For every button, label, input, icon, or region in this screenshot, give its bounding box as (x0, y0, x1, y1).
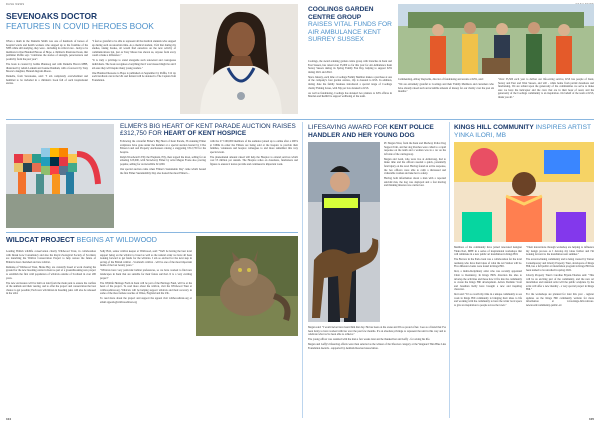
paragraph: Ralph Woodward's Elly the Elephant, Elly, then topped the most, selling for an amazing £23,000, with Strawberry Elmer by artist Megan Evans also proving popular, selling for an incredible £21,000. (120, 155, 206, 166)
column-divider (302, 122, 303, 418)
paragraph: One Hundred Reasons to Hope is published on September by Puffin, £12 rrp each hardback can in the UK and Ireland will be donated to The Captain Tom Foundation. (92, 71, 176, 82)
paragraph: The Borrow in the Park event was a collaboration for the local residents who have their ideas of what the Art Station will be. Five different events were found in Kings Hill. (454, 258, 522, 269)
paragraph: Our special auction came when 'Elmer's Sustainable Day' came which hosted the first Elmer Sustainability Day also hosted the most Elmer's... (120, 167, 206, 175)
coolings-team-photo (398, 4, 594, 74)
lifesaving-intro-column (384, 142, 446, 189)
doctor-photo (180, 4, 298, 114)
lifesaving-headline (308, 124, 446, 139)
paragraph: The award-winning community and is being created by Turner Contemporary and Liberty Property Trust, developers of Kings Hill, has a full public art installation program in Kings Hill has been named to be unveiled in spring 2022. (526, 258, 594, 272)
paragraph: For the workshops are planned for later this year - register updates on the Kings Hill community website for more information at www.kings-hill.com/our-newsroom/community-public-art (526, 293, 594, 308)
coolings-column-2 (398, 78, 494, 95)
kings-hill-headline (454, 124, 594, 139)
sevenoaks-column-1 (6, 40, 88, 87)
paragraph: Members of the community have joined renowned designer Yinka Ilori, MBE in a series of inspirational workshops that will culminate in a new public art installation in Kings Hill. (454, 246, 522, 257)
elmers-title-a: ELMER'S BIG HEART OF KENT PARADE AUCTION RAISES £312,750 FOR (120, 123, 296, 138)
kings-hill-column-2 (526, 246, 594, 309)
sevenoaks-headline (6, 12, 186, 31)
paragraph: "It is truly a privilege to stand alongside such renowned and courageous individuals. The book recognises everything that I was blessed might be and I am sure they will inspire many young readers." (92, 59, 176, 70)
paragraph: Since January, each time a Coolings Family Member makes a purchase at one of the company's four garden centres, 10p is donated to KSS. In addition, during June the family business introduced a special range of Coolings charity Fishing boxes, with 50p per box donated to KSS. (308, 75, 392, 90)
paragraph: Ilori said: "It's so worth my time in a unique community to see work in Kings Hill community is bringing their ideas to life and working with the community to have the wider local space to give an inspiration to people across the town." (454, 293, 522, 308)
elmers-column-2 (210, 140, 298, 168)
coolings-column-3 (498, 78, 594, 101)
kings-hill-title-bold: KINGS HILL COMMUNITY (454, 124, 534, 131)
paragraph: Megan and Gaffy's lifesaving efforts were then selected as the winner of the lifesaver category at the Vanguard Thin Blue Line Foundation Awards - supported by Animals Rescued Association. (308, 343, 446, 350)
elmer-sculpture-photo (6, 124, 114, 228)
sevenoaks-column-2 (92, 40, 176, 84)
paragraph: PC Megan West, from the Kent and Medway Police Dog Support Unit, and her dog Peaches were called to a rapid response on the tenth and a woman was in a car on the left side of the carriageway. (384, 142, 446, 156)
wildcat-title-b: BEGINS AT WILDWOOD (76, 235, 157, 244)
elmers-title-b: HEART OF KENT HOSPICE (163, 130, 247, 138)
page-number-right: 105 (588, 417, 594, 421)
paragraph: "I feel so grateful to be able to represent all the medical students who stepped up during such an uncertain time. As a medical student, I felt that during my studies, taking breaks, all would find ourselves on the new activity of communications but, just as Tony Moore has shown us, anyone from every could a make a difference." (92, 40, 176, 58)
column-divider (449, 122, 450, 418)
paragraph: Commenting, Abbey Reynolds, director of fundraising and events at KSS, said: (398, 78, 484, 81)
paragraph: The Wildlife Heritage Farm in Kent will be part of the Heritage Fund, will be at the heart of the project. To read more about the wildcat, visit the Wildwood Trust at wildwoodtrust.org. Wildcats will be helping support wildcats and their recovery in some of the most remote reaches of Wales, England and the UK. (100, 281, 192, 296)
paragraph: Megan and Leah, who were two at Armstrong, had to make time and the officers needed a quick, potentially fatal injury on the road. Having found an active response, the two officers were able to calm a distressed and vulnerable woman and take her to safety. (384, 157, 446, 176)
sevenoaks-title-light: FEATURES IN COVID HEROES BOOK (6, 20, 154, 31)
wildcat-photo (196, 236, 298, 336)
paragraph: "Wildcats have very particular habitat preferences, so we have worked to find new landscapes in Kent that are suitable for their future survival. It is a very exciting project" (100, 269, 192, 280)
coolings-title-light: RAISES VITAL FUNDS FOR AIR AMBULANCE KENT SURREY SUSSEX (308, 21, 392, 44)
paragraph: When a mum in the Danielle Smith was one of hundreds of heroes of hospital wards and health workers who stepped up to the frontline of the NHS while still studying, they were - including its critical care - lucky to be members in One Hundred Heroes of Hope, a children's illustrated book, that publisher Puffin says "celebrates the stories of strength, perseverance and positivity from the past year". (6, 40, 88, 61)
page-header-left: DASH NEWS (6, 3, 25, 6)
elmers-headline (120, 123, 300, 138)
wildcat-headline (6, 236, 206, 244)
coolings-headline (308, 6, 394, 44)
paragraph: "We are extremely grateful to Coolings and their Family Members and customers who have already raised such an incredible amount of money for our charity over the past six months." (398, 82, 494, 94)
wildcat-title-a: WILDCAT PROJECT (6, 235, 77, 244)
section-divider (6, 119, 594, 120)
paragraph: with the 27 £190,000 members of the audience joined up to online after a 200% at £269k in order the Elmers are being sold at the hospice to provide their families, volunteers and hospice colleagues to and more remember this very special event. (210, 140, 298, 154)
paragraph: Megan said: "I would never have heard him that day. He has been on the scene and I'm so proud of her. I see as a friend that I've been lucky to have worked with her over the past few months. It's an absolute privilege to represent the unit in this way and to celebrate what we've been able to achieve." (308, 326, 446, 337)
paragraph: To read more about the project and support the appeal visit wildwoodtrust.org or email appeals@wildwoodtrust.org (100, 297, 192, 304)
paragraph: "Over £5,500 each year to deliver our life-saving service, KSS has people of Kent, Surrey and East and West Sussex, and will - while home from partial donations and fundraising. We are reliant upon the generosity of the communities we serve to make sure we have the helicopter and the crew that are in their hour of need, and the generosity of the Coolings community is an inspiration. On behalf of the team at KSS, thank you all." (498, 78, 594, 99)
kings-hill-title-light: INSPIRES ARTIST YINKA ILORI, MB (454, 124, 591, 139)
paragraph: Ilori, a multi-disciplinary artist who was recently appointed Chair to Residency, In Kings Hill's direction the idea to develop the activities and these how it fits into the community to create the Kings Hill development. Artists Dominic Scott and Jonathan Kelly have brought a new and inspiring character. (454, 270, 522, 292)
kings-hill-column-1 (454, 246, 522, 309)
section-divider (6, 232, 298, 233)
paragraph: The phenomenal amount raised will help the Hospice to extend services which cost £3 million per annum. The Hospice relies on donations, fundraisers and figures to ensure it leaves provide and continues its important work. (210, 155, 298, 166)
paragraph: Leading British wildlife conservation charity Wildwood Trust, in collaboration with Derek Gow Consultancy and also the Royal Zoological Society of Scotland, are launching the Wildcat Conservation Project to help restore the future of Britain's most cherished and rare wildcat. (6, 250, 96, 264)
paragraph: The young officer was reunited with the man a few weeks later and he thanked her and Gaffy - for saving his life. (308, 338, 431, 342)
wildcat-column-2 (100, 250, 192, 306)
lifesaving-full-width-text (308, 326, 446, 352)
lifesaving-title-b: KENT POLICE HANDLER AND HER YOUNG DOG (308, 124, 434, 139)
elmers-column-1 (120, 140, 206, 177)
paragraph: The book is created by Jeddie Phuntsog and with Danielle Brown MBE, illustrated by Adam Larkum and Joanne Dunham, with a foreword by Tony Moore's daughter, Hannah Ingram-Moore. (6, 62, 88, 74)
paragraph: The new enclosures will be built on land from the main park to ensure the welfare of the animals and their rearing, and to offer the project and conservation the best chance to get possible; Each new wild kitten in breeding pairs will also be released in the wild. (6, 281, 96, 296)
paragraph: Following the colourful Elmer's Big Heart of Kent Parade, 36 stunning Elmer sculptures have gone under the hammer at a special auction hosted by Clive Emson Land and Property Auctioneers raising a staggering £312,750 for the hospice. (120, 140, 206, 154)
coolings-column-1 (308, 60, 392, 100)
wildcat-column-1 (6, 250, 96, 297)
page-number-left: 104 (6, 417, 12, 421)
paragraph: Having both information about a man with a reported suicidal risk, the dog was deployed and a fast moving and thinking mission was carried out. (384, 177, 446, 188)
paragraph: Liberty Property Trust's Caroline Bryant-Thomas said: "This will be an exciting part of the community, and the new art installation and talented artist will the public sculpture by the artist will offer a new identity - a very special project in Kings Hill." (526, 273, 594, 292)
paragraph: As well as fundraising, Coolings has donated two planters to KSS offices in Marden and Redhill to support wellbeing of the team. (308, 91, 392, 99)
paragraph: Danielle, from Sevenoaks, said: "I am completely overwhelmed and humbled to be included in a children's book full of such inspirational stories. (6, 75, 88, 86)
yinka-ilori-photo (454, 142, 594, 242)
paragraph: Remains of Wildwood Trust, Herne Bay, are currently based at work clearing the ground for the new breeding centre in Kent as part of a groundbreaking new project to establish the first wild population of wildcats outside of Scotland in over 200 years. (6, 265, 96, 280)
coolings-title-bold: COOLINGS GARDEN CENTRE GROUP (308, 6, 374, 21)
lifesaving-title-a: LIFESAVING AWARD FOR (308, 124, 390, 131)
police-dog-photo (308, 142, 380, 322)
sevenoaks-title-bold: SEVENOAKS DOCTOR (6, 11, 98, 21)
paragraph: Sally Holt, senior wildcat keeper at Wildwood, said: "We'll be having the best local support being on the wildcat to breed as well as the natural order we have all been looking forward to get funds for the wildcats. I am so excited for the next step in saving of the British wildcat - Scotland's wildcat - will be one of the most important fields of the last twenty years." (100, 250, 192, 268)
paragraph: "Their interactions through workshop are helping to influence my design process as I develop my ideas further and I'm looking forward to the installation next summer." (526, 246, 594, 257)
paragraph: Coolings, the award-winning garden centre group with branches in Kent and East Sussex, has raised over £5,000 so far this year for Air Ambulance Kent Surrey Sussex during its Spring Family Fun Day, helping to support KSS during 2021 and 2022. (308, 60, 392, 74)
